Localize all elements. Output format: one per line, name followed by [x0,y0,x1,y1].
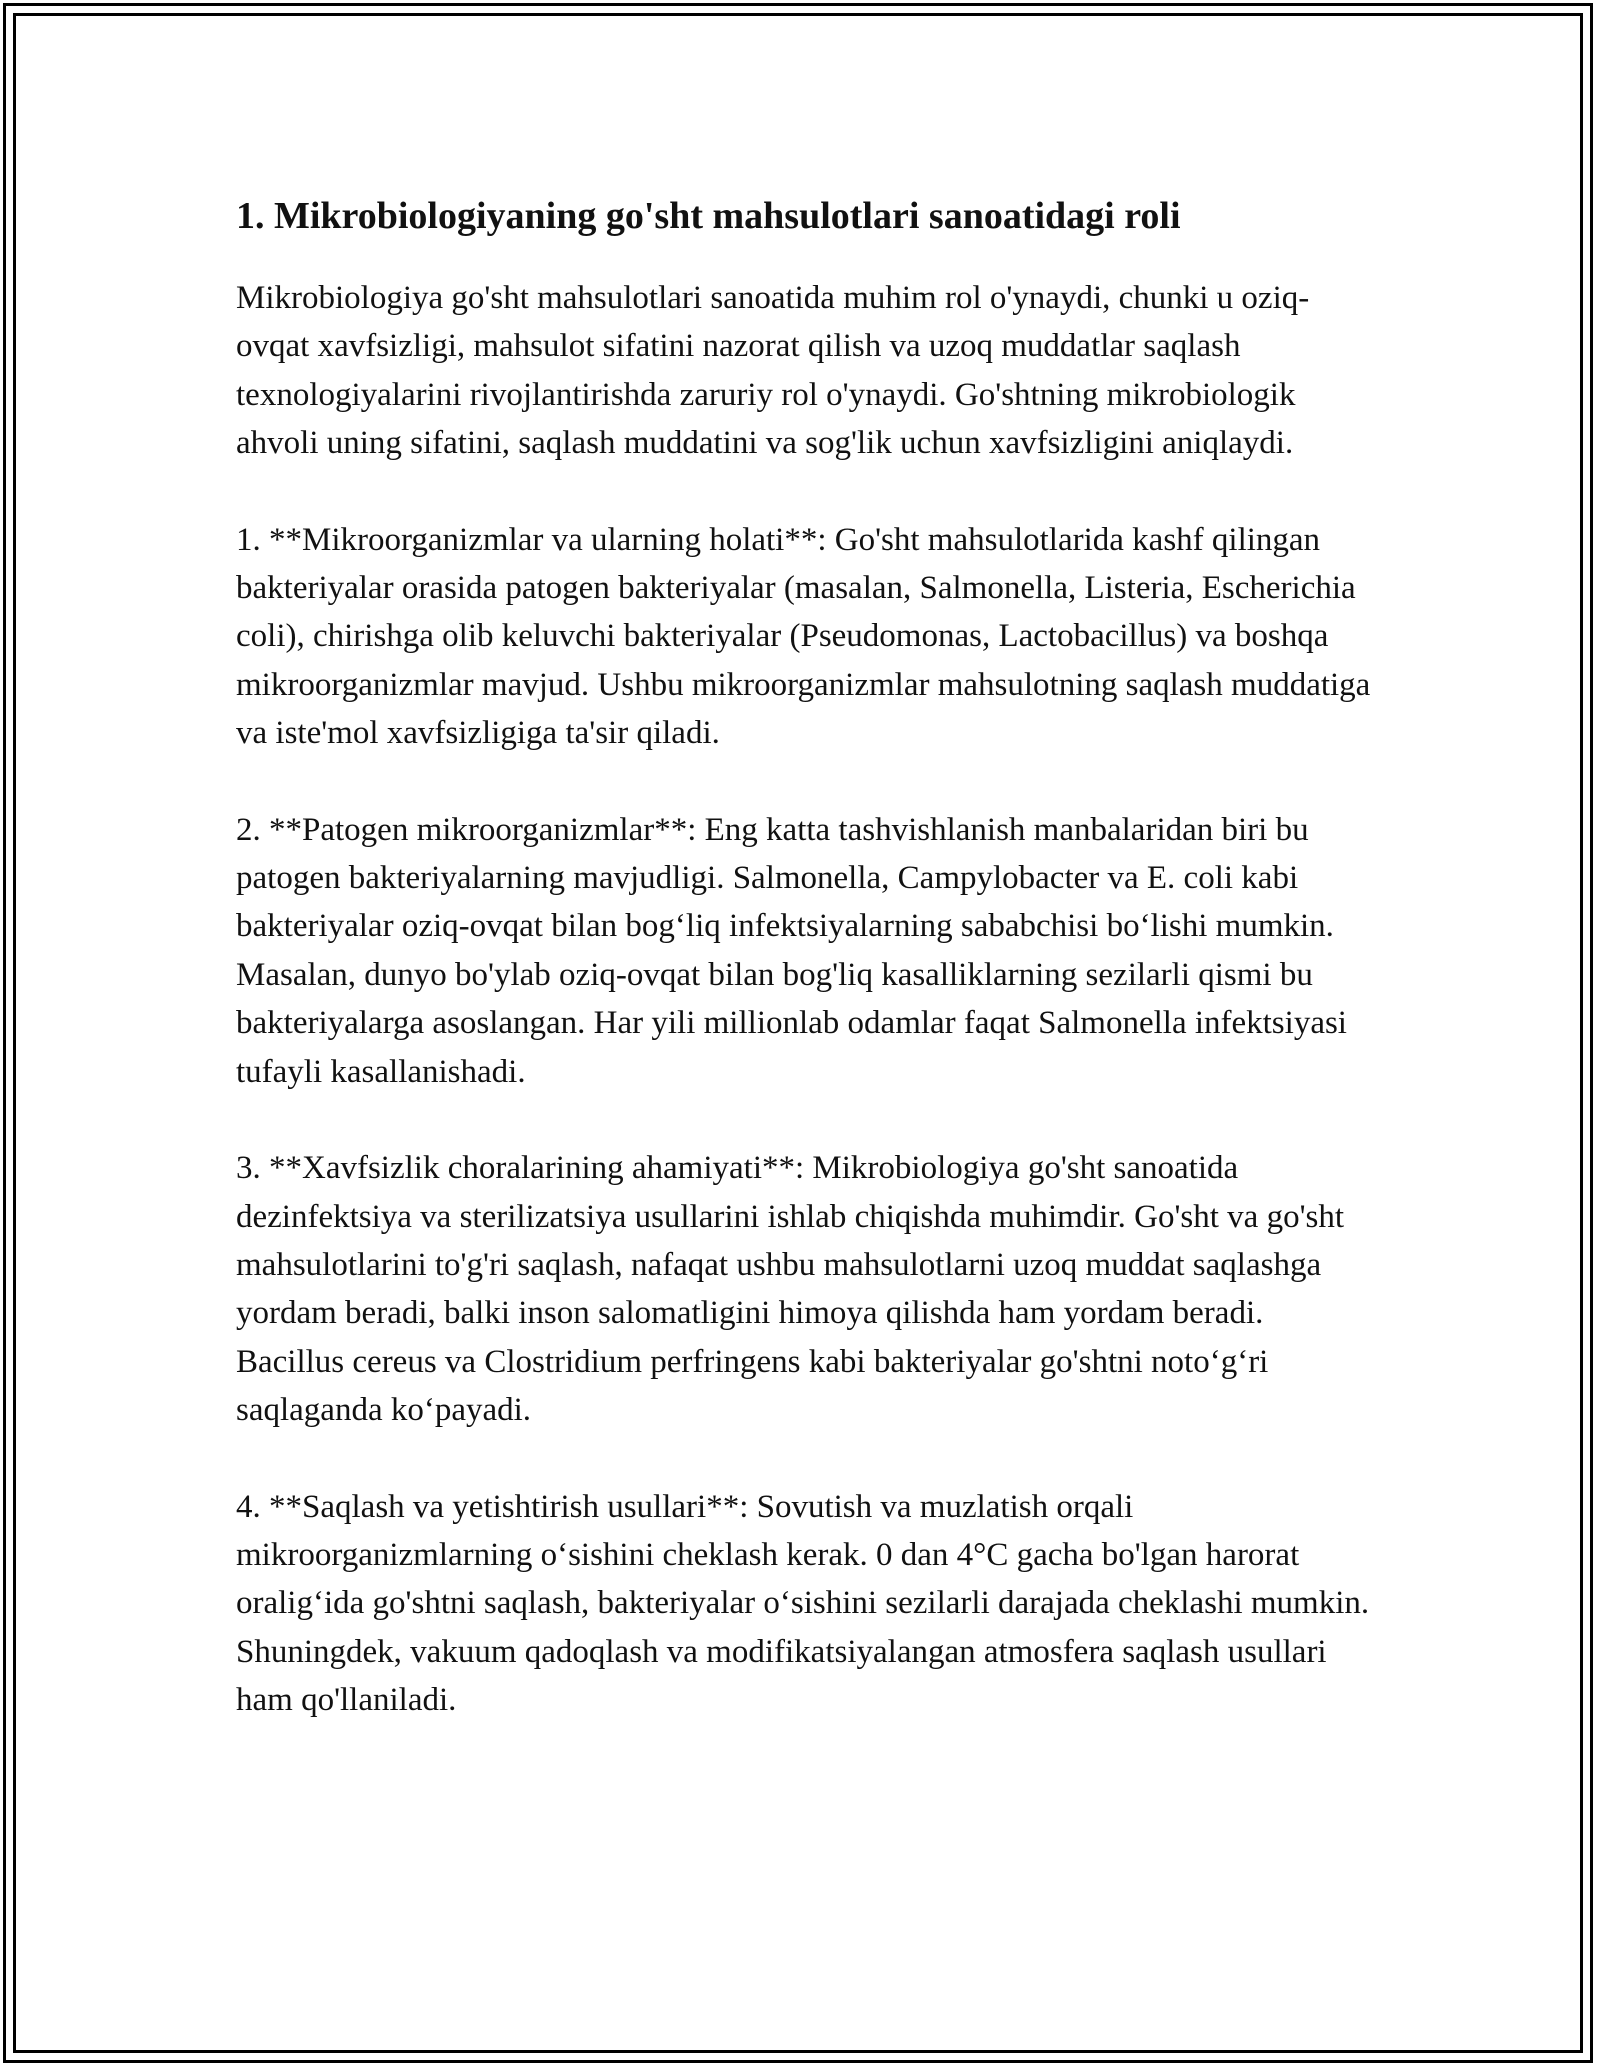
document-title: 1. Mikrobiologiyaning go'sht mahsulotlari sanoatidagi roli [236,195,1181,237]
paragraph-pathogens: 2. **Patogen mikroorganizmlar**: Eng katta tashvishlanish manbalaridan biri bu patogen bakteriyalarning mavjudligi. Salmonella, Campylobacter va E. coli kabi bakteriyalar oziq-ovqat bilan bog‘liq infektsiyalarning sababchisi bo‘lishi mumkin. Masalan, dunyo bo'ylab oziq-ovqat bilan bog'liq kasalliklarning sezilarli qismi bu bakteriyalarga asoslangan. Har yili millionlab odamlar faqat Salmonella infektsiyasi tufayli kasallanishadi. [236,811,1347,1090]
intro-paragraph: Mikrobiologiya go'sht mahsulotlari sanoatida muhim rol o'ynaydi, chunki u oziq-ovqat xavfsizligi, mahsulot sifatini nazorat qilish va uzoq muddatlar saqlash texnologiyalarini rivojlantirishda zaruriy rol o'ynaydi. Go'shtning mikrobiologik ahvoli uning sifatini, saqlash muddatini va sog'lik uchun xavfsizligini aniqlaydi. [236,280,1310,462]
paragraph-storage-methods: 4. **Saqlash va yetishtirish usullari**: Sovutish va muzlatish orqali mikroorganizmlarning o‘sishini cheklash kerak. 0 dan 4°C gacha bo'lgan harorat oralig‘ida go'shtni saqlash, bakteriyalar o‘sishini sezilarli darajada cheklashi mumkin. Shuningdek, vakuum qadoqlash va modifikatsiyalangan atmosfera saqlash usullari ham qo'llaniladi. [236,1488,1370,1719]
paragraph-safety-measures: 3. **Xavfsizlik choralarining ahamiyati**: Mikrobiologiya go'sht sanoatida dezinfektsiya va sterilizatsiya usullarini ishlab chiqishda muhimdir. Go'sht va go'sht mahsulotlarini to'g'ri saqlash, nafaqat ushbu mahsulotlarni uzoq muddat saqlashga yordam beradi, balki inson salomatligini himoya qilishda ham yordam beradi. Bacillus cereus va Clostridium perfringens kabi bakteriyalar go'shtni noto‘g‘ri saqlaganda ko‘payadi. [236,1150,1345,1429]
paragraph-microorganisms: 1. **Mikroorganizmlar va ularning holati**: Go'sht mahsulotlarida kashf qilingan bakteriyalar orasida patogen bakteriyalar (masalan, Salmonella, Listeria, Escherichia coli), chirishga olib keluvchi bakteriyalar (Pseudomonas, Lactobacillus) va boshqa mikroorganizmlar mavjud. Ushbu mikroorganizmlar mahsulotning saqlash muddatiga va iste'mol xavfsizligiga ta'sir qiladi. [236,521,1371,752]
document-body [236,188,1376,1773]
